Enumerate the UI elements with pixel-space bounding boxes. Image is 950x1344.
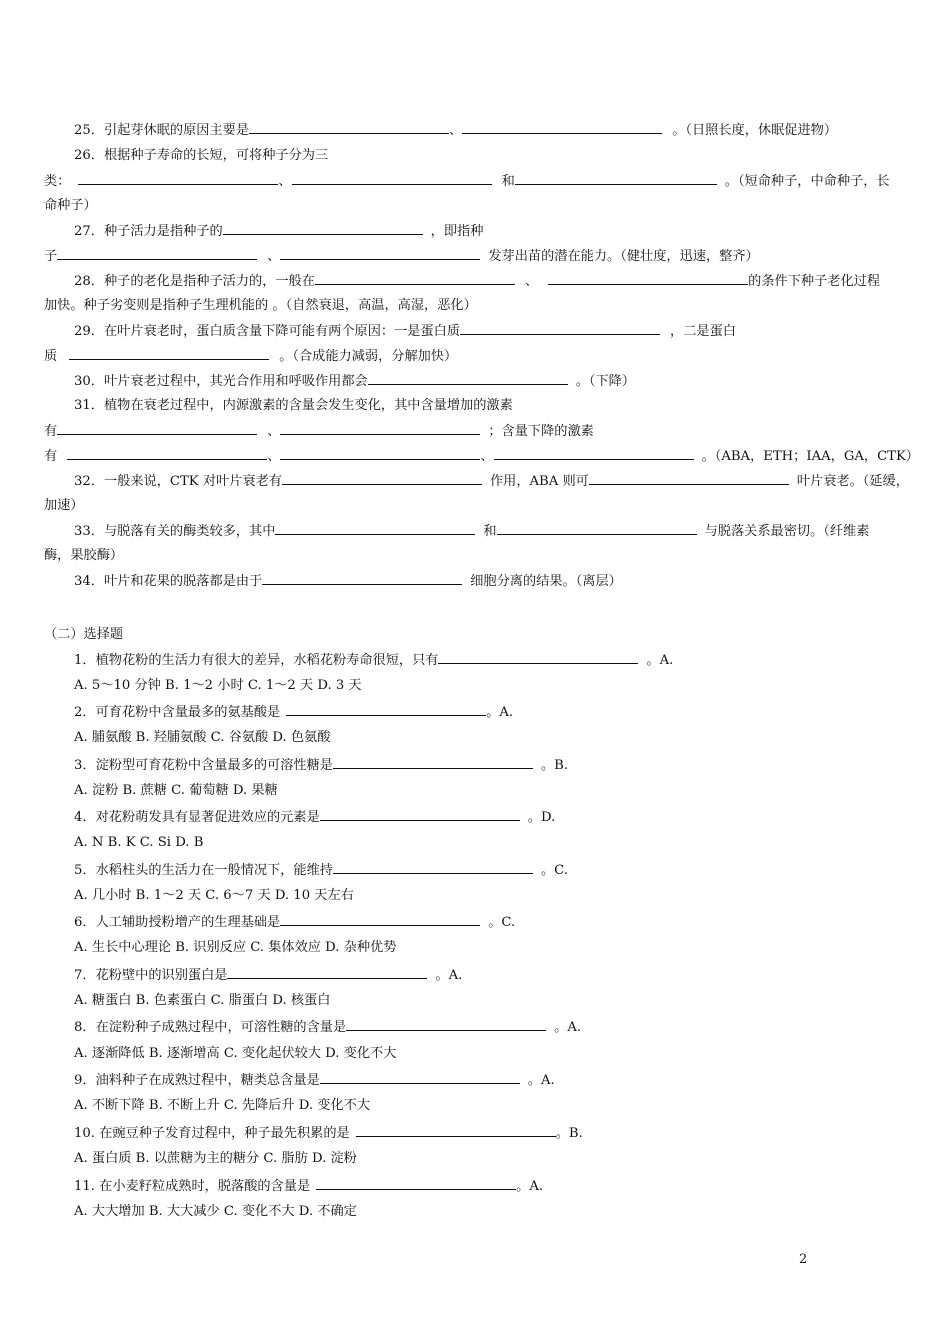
choice-q10: 10. 在豌豆种子发育过程中，种子最先积累的是 。B. (74, 1126, 583, 1141)
answer-blank[interactable] (315, 272, 515, 285)
answer-blank[interactable] (320, 1071, 520, 1084)
answer-blank[interactable] (320, 808, 520, 821)
choice-q8-options: A. 逐渐降低 B. 逐渐增高 C. 变化起伏较大 D. 变化不大 (74, 1046, 397, 1061)
q32-line-2: 加速） (44, 498, 84, 513)
choice-q10-options: A. 蛋白质 B. 以蔗糖为主的糖分 C. 脂肪 D. 淀粉 (74, 1151, 357, 1166)
answer-blank[interactable] (57, 247, 257, 260)
answer-blank[interactable] (333, 861, 533, 874)
choice-q6-options: A. 生长中心理论 B. 识别反应 C. 集体效应 D. 杂种优势 (74, 940, 397, 955)
q29-line-2: 质 。（合成能力减弱，分解加快） (44, 349, 458, 364)
q31-line-2: 有 、 ；含量下降的激素 (44, 424, 594, 439)
choice-q1-options: A. 5～10 分钟 B. 1～2 小时 C. 1～2 天 D. 3 天 (74, 678, 362, 693)
q31-line: 31．植物在衰老过程中，内源激素的含量会发生变化，其中含量增加的激素 (74, 398, 513, 413)
q27-line: 27．种子活力是指种子的 ，即指种 (74, 224, 484, 239)
answer-blank[interactable] (69, 347, 269, 360)
answer-blank[interactable] (333, 756, 533, 769)
answer-blank[interactable] (494, 447, 694, 460)
q33-line: 33．与脱落有关的酶类较多，其中 和 与脱落关系最密切。（纤维素 (74, 524, 870, 539)
choice-q9-options: A. 不断下降 B. 不断上升 C. 先降后升 D. 变化不大 (74, 1098, 371, 1113)
q26-line-2: 类： 、 和 。（短命种子，中命种子，长 (44, 174, 890, 189)
choice-q7-options: A. 糖蛋白 B. 色素蛋白 C. 脂蛋白 D. 核蛋白 (74, 993, 331, 1008)
q31-line-3: 有 、 、 。（ABA，ETH；IAA，GA，CTK） (44, 449, 919, 464)
choice-q9: 9．油料种子在成熟过程中，糖类总含量是 。A. (74, 1073, 555, 1088)
answer-blank[interactable] (223, 222, 423, 235)
section-title: （二）选择题 (44, 627, 124, 642)
choice-q7: 7．花粉壁中的识别蛋白是 。A. (74, 968, 463, 983)
answer-blank[interactable] (462, 121, 662, 134)
answer-blank[interactable] (368, 372, 568, 385)
answer-blank[interactable] (280, 422, 480, 435)
answer-blank[interactable] (515, 172, 717, 185)
answer-blank[interactable] (275, 522, 475, 535)
answer-blank[interactable] (286, 703, 486, 716)
q28-line-2: 加快。种子劣变则是指种子生理机能的 。（自然衰退，高温，高湿，恶化） (44, 298, 477, 313)
q28-line: 28．种子的老化是指种子活力的，一般在 、 的条件下种子老化过程 (74, 274, 881, 289)
choice-q11: 11. 在小麦籽粒成熟时，脱落酸的含量是 。A. (74, 1179, 544, 1194)
choice-q3-options: A. 淀粉 B. 蔗糖 C. 葡萄糖 D. 果糖 (74, 783, 278, 798)
answer-blank[interactable] (460, 322, 660, 335)
answer-blank[interactable] (249, 121, 449, 134)
choice-q4: 4．对花粉萌发具有显著促进效应的元素是 。D. (74, 810, 556, 825)
q34-line: 34．叶片和花果的脱落都是由于 细胞分离的结果。（离层） (74, 574, 622, 589)
answer-blank[interactable] (438, 651, 638, 664)
answer-blank[interactable] (262, 572, 462, 585)
answer-blank[interactable] (356, 1124, 556, 1137)
page-number: 2 (799, 1252, 808, 1267)
answer-blank[interactable] (78, 172, 278, 185)
choice-q5-options: A. 几小时 B. 1～2 天 C. 6～7 天 D. 10 天左右 (74, 888, 354, 903)
choice-q1: 1．植物花粉的生活力有很大的差异，水稻花粉寿命很短，只有 。A. (74, 653, 674, 668)
answer-blank[interactable] (280, 247, 480, 260)
answer-blank[interactable] (548, 272, 748, 285)
answer-blank[interactable] (227, 966, 427, 979)
choice-q2-options: A. 脯氨酸 B. 羟脯氨酸 C. 谷氨酸 D. 色氨酸 (74, 730, 331, 745)
answer-blank[interactable] (589, 472, 789, 485)
answer-blank[interactable] (292, 172, 492, 185)
q27-line-2: 子 、 发芽出苗的潜在能力。（健壮度，迅速，整齐） (44, 249, 759, 264)
choice-q8: 8．在淀粉种子成熟过程中，可溶性糖的含量是 。A. (74, 1020, 582, 1035)
q30-line: 30．叶片衰老过程中，其光合作用和呼吸作用都会 。（下降） (74, 374, 636, 389)
q29-line: 29．在叶片衰老时，蛋白质含量下降可能有两个原因：一是蛋白质 ，二是蛋白 (74, 324, 736, 339)
answer-blank[interactable] (67, 447, 267, 460)
q33-line-2: 酶，果胶酶） (44, 548, 124, 563)
choice-q6: 6．人工辅助授粉增产的生理基础是 。C. (74, 915, 516, 930)
answer-blank[interactable] (316, 1177, 516, 1190)
q25-line: 25．引起芽休眠的原因主要是 、 。（日照长度，休眠促进物） (74, 123, 838, 138)
answer-blank[interactable] (282, 472, 482, 485)
answer-blank[interactable] (346, 1018, 546, 1031)
q26-line: 26．根据种子寿命的长短，可将种子分为三 (74, 148, 329, 163)
choice-q2: 2．可育花粉中含量最多的氨基酸是 。A. (74, 705, 514, 720)
q26-line-3: 命种子） (44, 198, 97, 213)
answer-blank[interactable] (280, 913, 480, 926)
answer-blank[interactable] (280, 447, 480, 460)
q32-line: 32．一般来说，CTK 对叶片衰老有 作用，ABA 则可 叶片衰老。（延缓， (74, 474, 909, 489)
answer-blank[interactable] (57, 422, 257, 435)
choice-q3: 3．淀粉型可育花粉中含量最多的可溶性糖是 。B. (74, 758, 569, 773)
choice-q5: 5．水稻柱头的生活力在一般情况下，能维持 。C. (74, 863, 568, 878)
answer-blank[interactable] (497, 522, 697, 535)
choice-q4-options: A. N B. K C. Si D. B (74, 835, 204, 850)
choice-q11-options: A. 大大增加 B. 大大减少 C. 变化不大 D. 不确定 (74, 1204, 357, 1219)
